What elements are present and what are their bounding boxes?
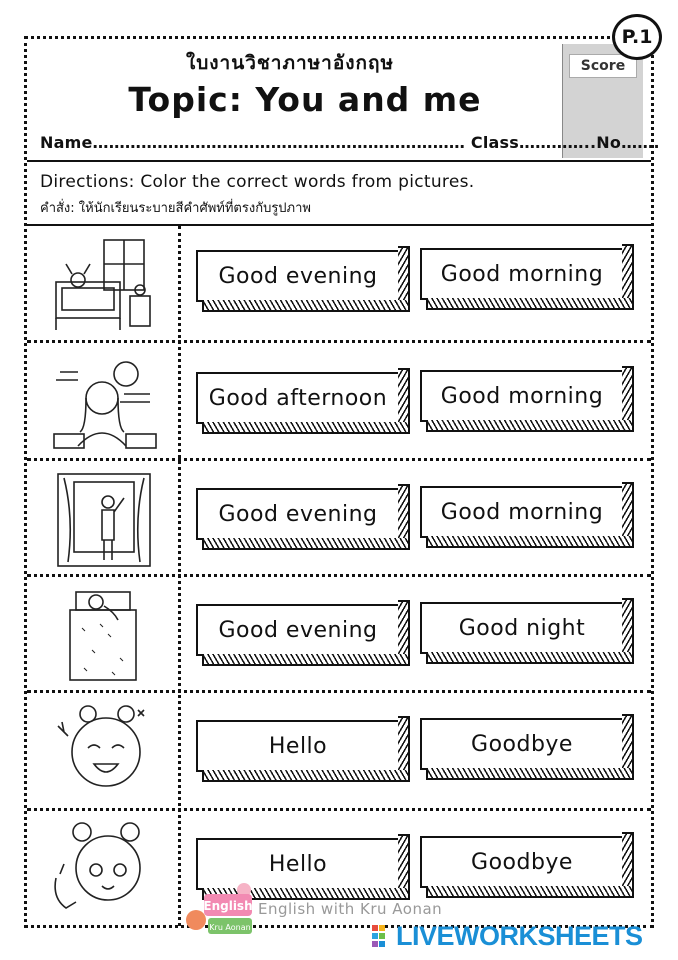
question-row-3	[0, 460, 678, 576]
answer-box-left[interactable]	[196, 372, 400, 424]
logo-text-kru-aonan: Kru Aonan	[209, 923, 251, 932]
answer-label: Good evening	[218, 501, 378, 527]
answer-box-right[interactable]	[420, 370, 624, 422]
answer-label: Good evening	[218, 617, 378, 643]
topic-title: Topic: You and me	[128, 80, 482, 119]
liveworksheets-wordmark: LIVEWORKSHEETS	[396, 920, 643, 951]
answer-label: Goodbye	[471, 849, 573, 875]
worksheet-thai-title: ใบงานวิชาภาษาอังกฤษ	[185, 52, 395, 74]
answer-label: Hello	[268, 733, 328, 759]
girl-waving-icon	[48, 818, 160, 920]
answer-label: Good morning	[440, 499, 604, 525]
answer-box-right[interactable]	[420, 486, 624, 538]
man-sleeping-in-bed-icon	[48, 584, 160, 686]
question-row-4	[0, 576, 678, 692]
directions-english: Directions: Color the correct words from pictures.	[40, 172, 475, 192]
directions-thai: คำสั่ง: ให้นักเรียนระบายสีคำศัพท์ที่ตรงกับรูปภาพ	[40, 201, 311, 216]
question-row-2	[0, 342, 678, 458]
question-row-1	[0, 226, 678, 342]
answer-label: Good afternoon	[208, 385, 388, 411]
english-with-kru-aonan-logo	[182, 880, 260, 940]
answer-label: Good evening	[218, 263, 378, 289]
header-divider	[27, 160, 651, 162]
liveworksheets-brand[interactable]	[372, 920, 643, 952]
credit-text: English with Kru Aonan	[258, 900, 443, 918]
answer-box-left[interactable]	[196, 488, 400, 540]
answer-box-left[interactable]	[196, 250, 400, 302]
answer-box-left[interactable]	[196, 720, 400, 772]
man-at-window-icon	[48, 468, 160, 570]
woman-with-sun-icon	[48, 350, 160, 452]
answer-box-right[interactable]	[420, 718, 624, 770]
girl-smiling-waving-icon	[48, 700, 160, 802]
answer-box-right[interactable]	[420, 602, 624, 654]
score-label: Score	[569, 54, 637, 78]
answer-label: Good morning	[440, 383, 604, 409]
liveworksheets-logo-icon	[372, 923, 392, 949]
answer-label: Good night	[458, 615, 586, 641]
answer-label: Hello	[268, 851, 328, 877]
answer-box-right[interactable]	[420, 248, 624, 300]
answer-box-right[interactable]	[420, 836, 624, 888]
answer-label: Good morning	[440, 261, 604, 287]
page-number-badge: P.1	[612, 14, 662, 60]
child-waking-up-in-bed-icon	[48, 234, 160, 336]
name-class-no-line: Name…………………………………………………………… Class…………..No…….	[40, 133, 660, 152]
answer-box-left[interactable]	[196, 604, 400, 656]
question-row-5	[0, 692, 678, 808]
logo-text-english: English	[203, 899, 253, 913]
answer-label: Goodbye	[471, 731, 573, 757]
